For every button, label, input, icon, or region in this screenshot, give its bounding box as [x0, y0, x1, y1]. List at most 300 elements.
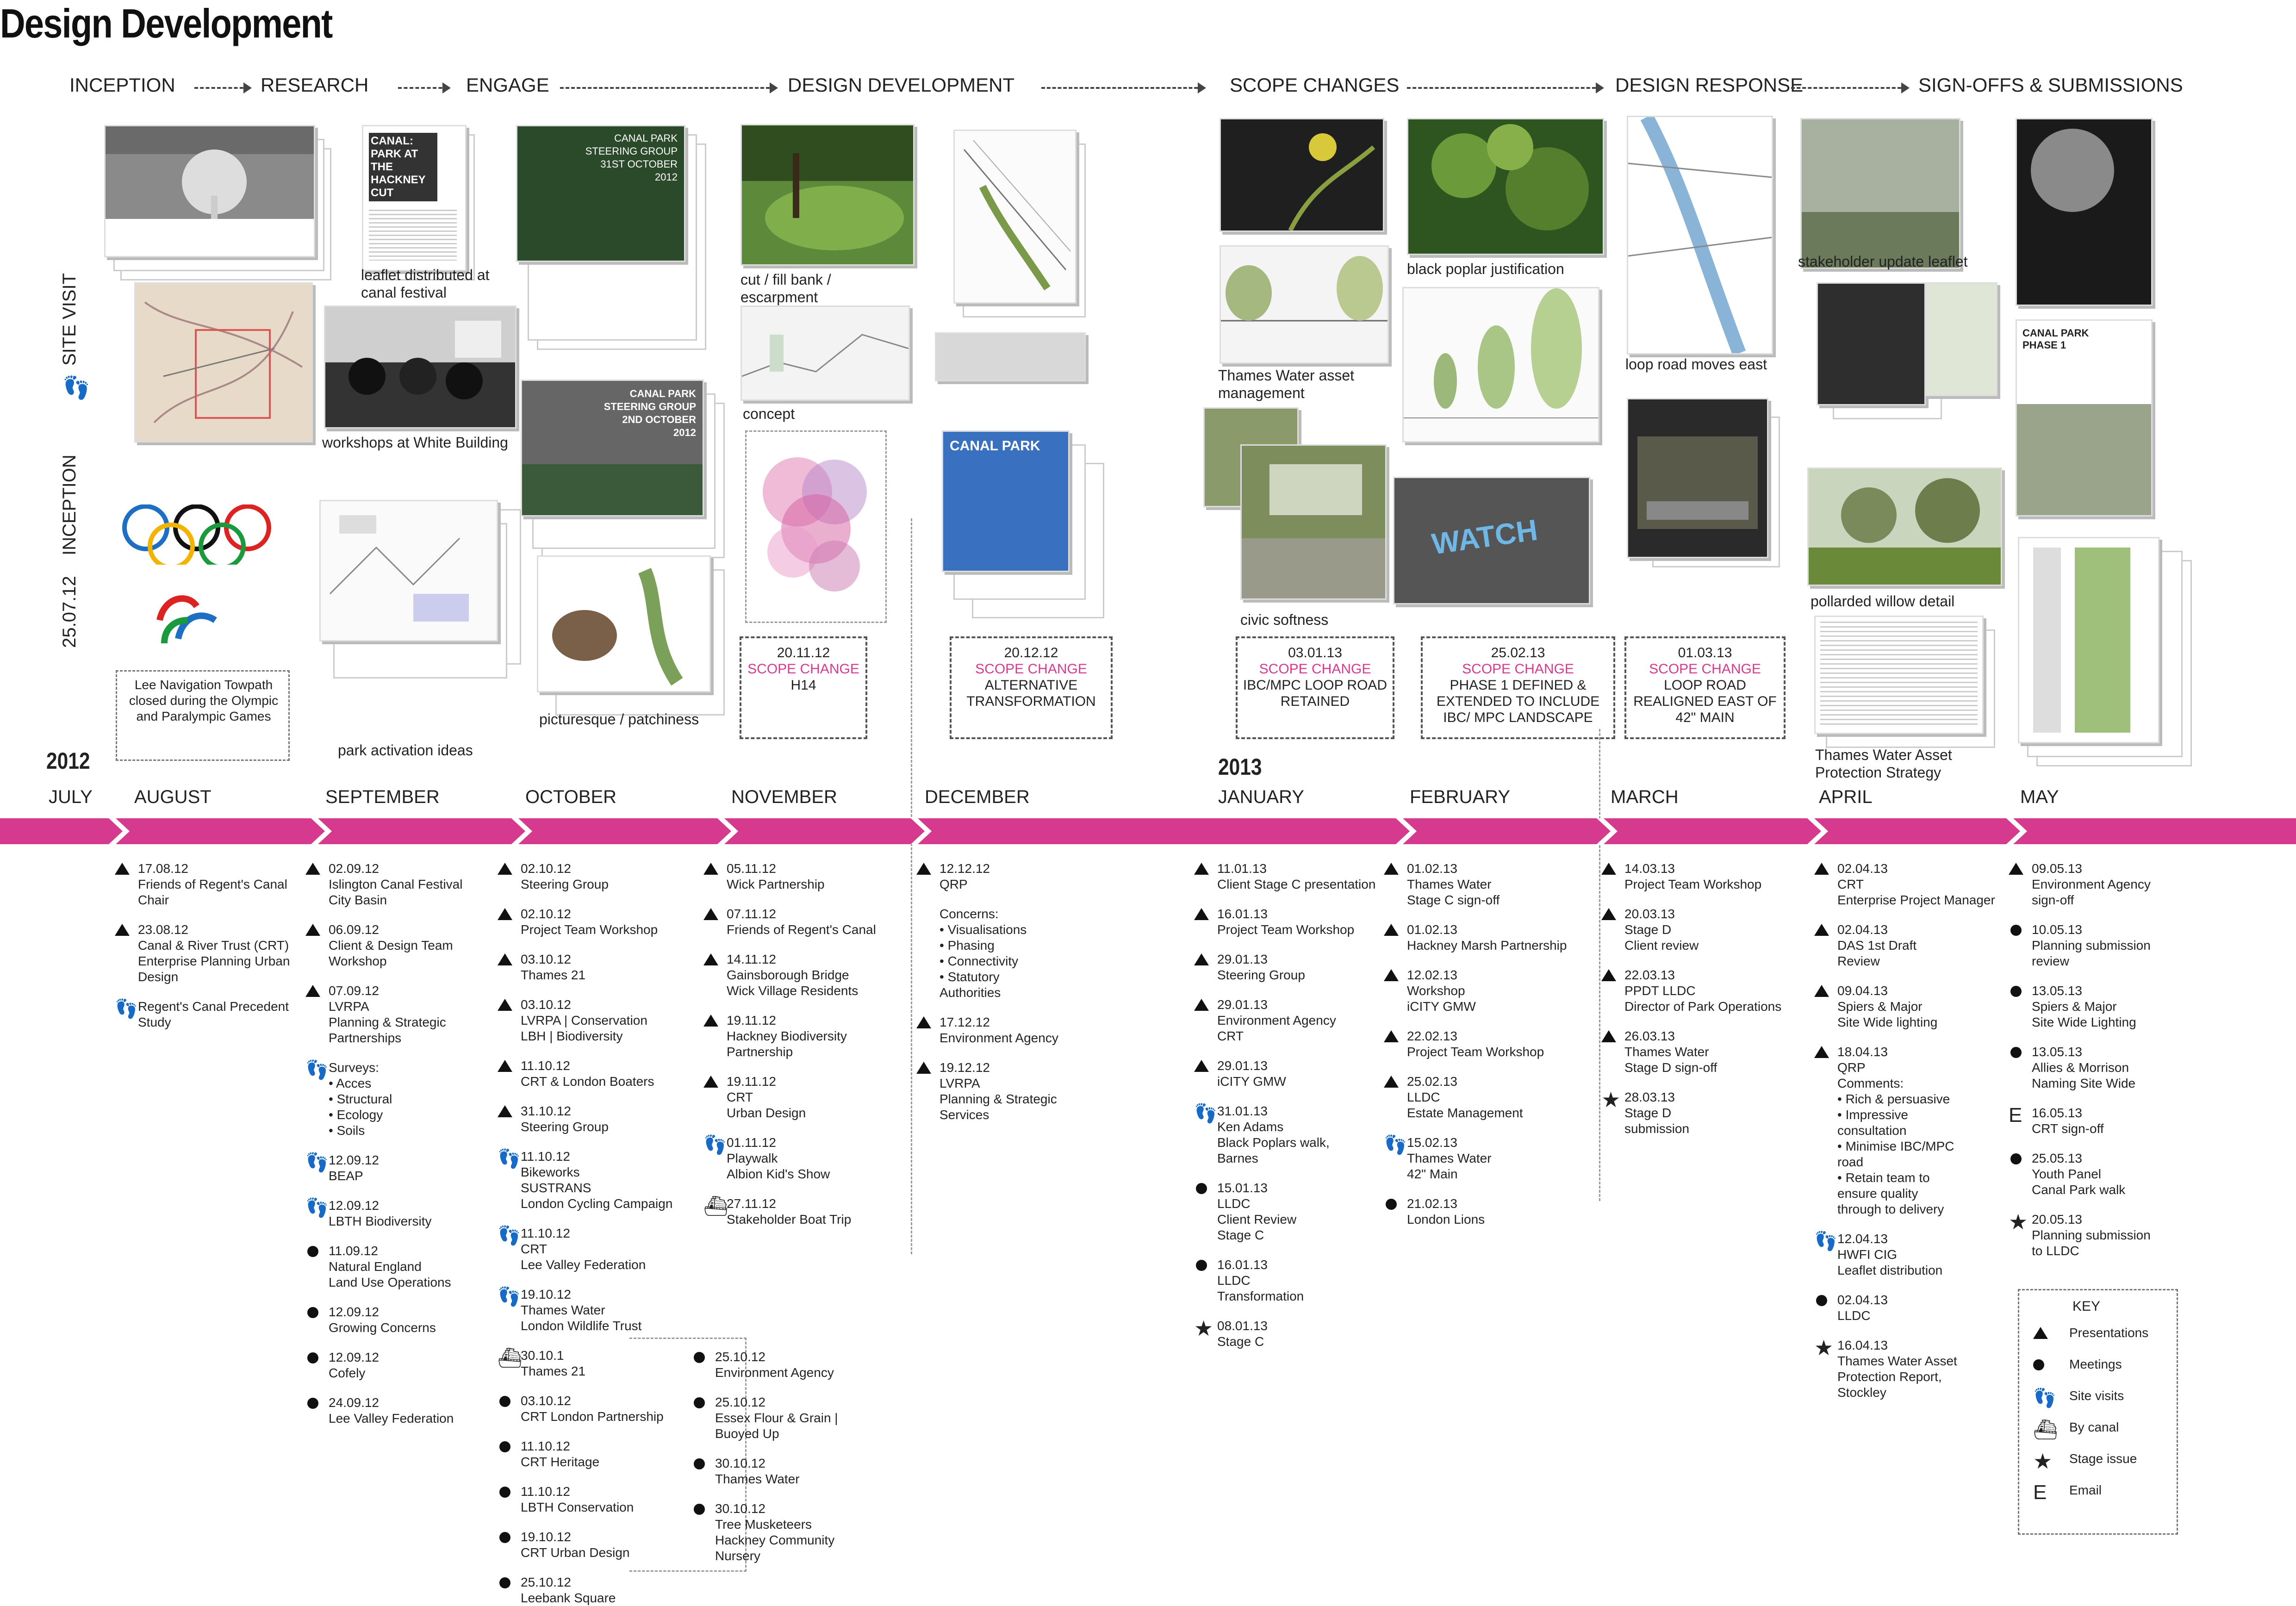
site-visit-footsteps-icon: 👣: [1194, 1103, 1217, 1124]
event-date: 02.10.12: [521, 861, 571, 876]
event-detail: Partnerships: [329, 1031, 402, 1045]
event-detail: Stage C sign-off: [1407, 893, 1500, 907]
scope-label: SCOPE CHANGE: [1259, 661, 1371, 677]
presentation-triangle-icon: [2009, 863, 2023, 875]
phase-design-development: DESIGN DEVELOPMENT: [788, 74, 1015, 96]
event-detail: CRT sign-off: [2032, 1121, 2104, 1136]
event-date: 19.11.12: [727, 1013, 776, 1027]
phase-design-response: DESIGN RESPONSE: [1615, 74, 1804, 96]
timeline-event: [703, 906, 876, 938]
event-detail: LBTH Conservation: [521, 1500, 634, 1514]
site-visit-footsteps-icon: 👣: [498, 1149, 521, 1169]
event-detail: Barnes: [1217, 1151, 1258, 1165]
meeting-dot-icon: [307, 1398, 318, 1409]
canal-boat-icon: ⛴: [498, 1347, 523, 1369]
meeting-dot-icon: [499, 1487, 510, 1498]
timeline-event: [703, 861, 825, 892]
event-detail: Nursery: [715, 1549, 761, 1563]
event-detail: Site Wide lighting: [1837, 1015, 1938, 1029]
event-detail: Review: [1837, 954, 1880, 968]
event-detail: London Cycling Campaign: [521, 1196, 673, 1211]
month-march: MARCH: [1611, 787, 1679, 807]
presentation-triangle-icon: [498, 1060, 512, 1072]
event-detail: Workshop: [329, 954, 387, 968]
timeline-event: [1194, 1103, 1330, 1166]
design-plan-drawing: [953, 130, 1076, 304]
timeline-event: [305, 1304, 436, 1336]
event-detail: Partnership: [727, 1045, 793, 1059]
timeline-event: [1194, 997, 1336, 1044]
phase-scope-changes: SCOPE CHANGES: [1230, 74, 1400, 96]
event-detail: Site Wide Lighting: [2032, 1015, 2136, 1029]
event-detail: ensure quality: [1837, 1186, 1918, 1201]
caption-stakeholder: stakeholder update leaflet: [1798, 253, 1968, 270]
meeting-dot-icon: [2010, 1153, 2022, 1164]
event-detail: Thames 21: [521, 968, 586, 982]
event-detail: Enterprise Planning Urban: [138, 954, 290, 968]
presentation-triangle-icon: [1601, 969, 1616, 981]
event-date: 01.02.13: [1407, 861, 1457, 876]
event-detail: Hackney Marsh Partnership: [1407, 938, 1567, 952]
year-2013: 2013: [1218, 754, 1262, 780]
event-date: 10.05.13: [2032, 922, 2082, 937]
event-detail: LVRPA: [940, 1076, 980, 1090]
event-detail: CRT Heritage: [521, 1455, 600, 1469]
event-detail: Essex Flour & Grain |: [715, 1411, 838, 1425]
meeting-dot-icon: [1386, 1199, 1397, 1210]
phase-arrow: [398, 87, 448, 89]
site-visit-footsteps-icon: 👣: [498, 1287, 521, 1307]
event-detail: Growing Concerns: [329, 1320, 436, 1335]
event-date: 30.10.1: [521, 1348, 564, 1363]
phase-arrow: [1791, 87, 1907, 89]
timeline-event: [916, 1015, 1058, 1046]
phase1-page: [1925, 282, 1997, 396]
presentation-triangle-icon: [703, 953, 718, 965]
legend-title: KEY: [2072, 1299, 2101, 1314]
timeline-event: [1384, 1196, 1485, 1227]
legend-label: Presentations: [2069, 1326, 2149, 1340]
event-detail: Services: [940, 1108, 989, 1122]
timeline-event: [1194, 1257, 1304, 1304]
month-may: MAY: [2020, 787, 2059, 807]
event-date: Regent's Canal Precedent: [138, 999, 289, 1014]
timeline-event: [1384, 861, 1500, 908]
timeline-event: [498, 952, 585, 983]
event-date: 25.10.12: [715, 1395, 765, 1409]
presentation-triangle-icon: [1384, 1030, 1399, 1042]
event-detail: through to delivery: [1837, 1202, 1944, 1216]
scope-date: 03.01.13: [1288, 645, 1342, 660]
timeline-event: [1814, 1231, 1942, 1278]
event-detail: Islington Canal Festival: [329, 877, 463, 891]
event-detail: Thames Water: [1407, 1151, 1492, 1165]
event-detail: CRT Urban Design: [521, 1545, 630, 1560]
event-date: 16.05.13: [2032, 1106, 2082, 1120]
event-detail: LLDC: [1217, 1196, 1251, 1211]
event-date: 09.04.13: [1837, 984, 1888, 998]
event-date: 02.04.13: [1837, 1293, 1888, 1307]
presentation-triangle-icon: [703, 908, 718, 920]
event-date: 14.11.12: [727, 952, 776, 966]
watch-graffiti-photo: [1393, 477, 1590, 604]
event-date: 11.10.12: [521, 1058, 570, 1073]
timeline-event: [1194, 906, 1354, 938]
leaflet-title: CANAL: PARK AT THE HACKNEY CUT: [369, 133, 437, 201]
event-detail: Buoyed Up: [715, 1426, 779, 1441]
presentation-triangle-icon: [115, 924, 130, 936]
event-date: 12.09.12: [329, 1198, 379, 1213]
caption-twapa: Thames Water Asset Protection Strategy: [1815, 747, 1952, 781]
phase1-doc-title: CANAL PARK PHASE 1: [2022, 327, 2089, 351]
meeting-dot-icon: [499, 1441, 510, 1452]
caption-civic: civic softness: [1240, 611, 1329, 628]
event-detail: Canal Park walk: [2032, 1183, 2126, 1197]
meeting-dot-icon: [694, 1504, 705, 1515]
steering-group-doc-oct2: [521, 380, 704, 517]
footsteps-icon: 👣: [62, 376, 90, 400]
event-detail: Steering Group: [521, 877, 609, 891]
timeline-event: [1194, 1180, 1296, 1243]
stakeholder-leaflet: [1800, 118, 1960, 269]
event-date: 01.02.13: [1407, 922, 1457, 937]
legend-box: [2018, 1289, 2178, 1535]
legend-label: Site visits: [2069, 1388, 2124, 1403]
loop-road-plan: [1627, 116, 1773, 355]
steering-group-doc-oct31: [516, 125, 685, 262]
event-detail: Project Team Workshop: [1217, 922, 1355, 937]
event-detail: Director of Park Operations: [1624, 999, 1782, 1014]
stage-issue-star-icon: ★: [1814, 1336, 1834, 1360]
inception-date-label: 25.07.12: [59, 576, 80, 648]
event-detail: HWFI CIG: [1837, 1247, 1898, 1262]
timeline-event: [703, 1013, 847, 1060]
presentation-triangle-icon: [1814, 985, 1829, 997]
timeline-event: [2009, 1044, 2135, 1091]
event-detail: Ken Adams: [1217, 1120, 1284, 1134]
event-date: 11.01.13: [1217, 861, 1267, 876]
presentation-triangle-icon: [1384, 1076, 1399, 1088]
event-date: 02.09.12: [329, 861, 379, 876]
event-detail: Planning & Strategic: [329, 1015, 446, 1029]
site-visit-footsteps-icon: 👣: [703, 1135, 727, 1155]
event-detail: • Retain team to: [1837, 1170, 1930, 1185]
caption-park-activation: park activation ideas: [338, 742, 473, 759]
phase-inception: INCEPTION: [69, 74, 175, 96]
phase-1-doc: [1627, 398, 1768, 558]
event-date: 19.10.12: [521, 1530, 571, 1544]
month-august: AUGUST: [134, 787, 212, 807]
timeline-event: [498, 1484, 634, 1515]
presentation-triangle-icon: [305, 985, 320, 997]
event-detail: CRT: [1217, 1029, 1244, 1043]
phase-arrow: [560, 87, 775, 89]
event-detail: Albion Kid's Show: [727, 1167, 830, 1181]
event-date: 02.04.13: [1837, 861, 1888, 876]
site-visit-footsteps-icon: 👣: [2033, 1388, 2056, 1408]
presentation-triangle-icon: [498, 863, 512, 875]
event-date: 03.10.12: [521, 952, 571, 966]
timeline-event: [1814, 1044, 1954, 1217]
event-detail: Stage C: [1217, 1228, 1264, 1242]
meeting-dot-icon: [307, 1352, 318, 1363]
event-detail: Youth Panel: [2032, 1167, 2101, 1181]
site-visit-footsteps-icon: 👣: [498, 1226, 521, 1246]
month-november: NOVEMBER: [731, 787, 837, 807]
caption-leaflet: leaflet distributed at canal festival: [361, 267, 490, 301]
event-date: 12.02.13: [1407, 968, 1457, 982]
scope-date: 20.12.12: [1004, 645, 1058, 660]
meeting-dot-icon: [307, 1246, 318, 1257]
event-detail: road: [1837, 1155, 1864, 1169]
event-date: 19.11.12: [727, 1074, 776, 1089]
timeline-event: [305, 1243, 451, 1290]
timeline-event: [498, 1575, 616, 1606]
concept-diagram: [745, 430, 887, 623]
timeline-event: [498, 1103, 609, 1135]
olympic-rings-logo: [118, 504, 275, 565]
event-detail: iCITY GMW: [1217, 1074, 1286, 1089]
canal-boat-icon: ⛴: [2033, 1419, 2058, 1440]
event-detail: LVRPA | Conservation: [521, 1013, 647, 1027]
timeline-event: [305, 1350, 379, 1381]
event-detail: Client & Design Team: [329, 938, 453, 952]
event-date: 21.02.13: [1407, 1196, 1457, 1211]
presentation-triangle-icon: [916, 863, 931, 875]
timeline-event: [1194, 952, 1305, 983]
event-date: 16.04.13: [1837, 1338, 1888, 1352]
scope-text: ALTERNATIVE TRANSFORMATION: [966, 678, 1096, 709]
willow-photo: [1807, 467, 2002, 586]
event-date: 14.03.13: [1624, 861, 1675, 876]
timeline-event: [1601, 861, 1761, 892]
event-detail: Chair: [138, 893, 169, 907]
month-february: FEBRUARY: [1410, 787, 1511, 807]
steering-doc-title: CANAL PARK STEERING GROUP 31ST OCTOBER 2012: [585, 132, 678, 183]
event-date: 07.09.12: [329, 984, 379, 998]
phase-research: RESEARCH: [261, 74, 369, 96]
meeting-dot-icon: [694, 1397, 705, 1408]
event-date: 07.11.12: [727, 907, 776, 921]
event-date: 22.02.13: [1407, 1029, 1457, 1043]
timeline-event: [1384, 1074, 1523, 1121]
event-detail: CRT London Partnership: [521, 1409, 664, 1424]
timeline-event: [692, 1394, 838, 1442]
presentation-triangle-icon: [498, 999, 512, 1011]
graffiti-text: WATCH: [1430, 513, 1540, 561]
event-date: 25.05.13: [2032, 1151, 2082, 1165]
event-date: 03.10.12: [521, 1394, 571, 1408]
timeline-event: [498, 1438, 599, 1470]
meeting-dot-icon: [1196, 1183, 1207, 1194]
site-visit-footsteps-icon: 👣: [1384, 1135, 1407, 1155]
presentation-triangle-icon: [1601, 908, 1616, 920]
inception-label: INCEPTION: [59, 454, 80, 555]
timeline-event: [1384, 967, 1476, 1015]
event-detail: Naming Site Wide: [2032, 1076, 2136, 1090]
event-date: 30.10.12: [715, 1456, 765, 1470]
event-date: 06.09.12: [329, 922, 379, 937]
event-detail: Steering Group: [521, 1120, 609, 1134]
timeline-event: [1814, 1338, 1957, 1401]
event-date: 16.01.13: [1217, 907, 1268, 921]
event-detail: London Wildlife Trust: [521, 1319, 642, 1333]
meeting-dot-icon: [2010, 986, 2022, 997]
timeline-event: [703, 952, 858, 999]
event-detail: Thames Water: [715, 1472, 800, 1486]
event-detail: Spiers & Major: [1837, 999, 1923, 1014]
event-date: 11.09.12: [329, 1244, 378, 1258]
stage-issue-star-icon: ★: [2009, 1210, 2028, 1234]
event-detail: Leaflet distribution: [1837, 1263, 1943, 1277]
paralympic-logo: [146, 588, 238, 648]
event-date: 05.11.12: [727, 861, 776, 876]
scope-change-box: [950, 636, 1113, 739]
event-detail: Lee Valley Federation: [329, 1411, 454, 1425]
event-detail: QRP: [1837, 1060, 1866, 1075]
timeline-event: [498, 997, 647, 1044]
event-detail: Protection Report,: [1837, 1369, 1942, 1384]
event-detail: Client review: [1624, 938, 1699, 952]
event-detail: Planning submission: [2032, 1228, 2151, 1242]
event-date: 11.10.12: [521, 1439, 570, 1453]
month-september: SEPTEMBER: [325, 787, 440, 807]
timeline-event: [703, 1074, 806, 1121]
presentation-triangle-icon: [305, 863, 320, 875]
event-detail: • Ecology: [329, 1108, 383, 1122]
phase-arrow: [1041, 87, 1203, 89]
timeline-event: [1601, 1028, 1717, 1076]
presentation-triangle-icon: [2033, 1327, 2048, 1339]
meeting-dot-icon: [2010, 925, 2022, 936]
meeting-dot-icon: [694, 1458, 705, 1469]
inception-note-box: [116, 670, 290, 761]
event-detail: Black Poplars walk,: [1217, 1135, 1330, 1150]
event-detail: Estate Management: [1407, 1106, 1523, 1120]
legend-item: [2033, 1388, 2124, 1408]
timeline-event: [2009, 922, 2151, 969]
timeline-event: [115, 999, 289, 1030]
event-detail: Wick Village Residents: [727, 984, 859, 998]
stage-c-presentation: [1220, 118, 1384, 232]
meeting-dot-icon: [1816, 1295, 1827, 1306]
event-detail: Allies & Morrison: [2032, 1060, 2129, 1075]
event-detail: Planning submission: [2032, 938, 2151, 952]
event-detail: Design: [138, 970, 179, 984]
scope-change-box: [740, 636, 867, 739]
timeline-event: [115, 922, 290, 985]
phase-engage: ENGAGE: [466, 74, 549, 96]
legend-item: [2033, 1325, 2148, 1341]
timeline-event: [305, 1395, 454, 1426]
event-detail: CRT & London Boaters: [521, 1074, 654, 1089]
site-visit-footsteps-icon: 👣: [305, 1152, 329, 1173]
event-detail: • Visualisations: [940, 922, 1027, 937]
event-date: 25.02.13: [1407, 1074, 1457, 1089]
stage-issue-star-icon: ★: [2033, 1449, 2053, 1473]
event-detail: BEAP: [329, 1169, 363, 1183]
event-detail: Project Team Workshop: [1407, 1045, 1544, 1059]
presentation-triangle-icon: [498, 953, 512, 965]
event-detail: LLDC: [1837, 1308, 1871, 1323]
event-detail: Urban Design: [727, 1106, 806, 1120]
event-date: 23.08.12: [138, 922, 188, 937]
timeline-event: [692, 1456, 800, 1487]
event-detail: Cofely: [329, 1366, 366, 1380]
timeline-event: [703, 1196, 851, 1227]
timeline-event: [2009, 1105, 2104, 1137]
event-date: 22.03.13: [1624, 968, 1675, 982]
event-date: 25.10.12: [521, 1575, 571, 1589]
timeline-event: [305, 1152, 379, 1184]
caption-concept: concept: [743, 405, 795, 422]
event-detail: consultation: [1837, 1123, 1907, 1138]
event-date: 13.05.13: [2032, 984, 2082, 998]
event-date: 20.03.13: [1624, 907, 1675, 921]
email-e-icon: E: [2009, 1104, 2022, 1127]
event-detail: LBTH Biodiversity: [329, 1214, 432, 1228]
event-detail: CRT: [521, 1242, 548, 1256]
event-detail: SUSTRANS: [521, 1181, 591, 1195]
month-january: JANUARY: [1218, 787, 1304, 807]
site-visit-footsteps-icon: 👣: [305, 1060, 329, 1080]
event-date: Surveys:: [329, 1060, 379, 1075]
event-date: 11.10.12: [521, 1226, 570, 1240]
event-detail: LLDC: [1407, 1090, 1440, 1104]
event-detail: Thames Water: [1624, 1045, 1709, 1059]
event-detail: Transformation: [1217, 1289, 1304, 1303]
event-detail: Environment Agency: [715, 1365, 834, 1380]
event-date: 30.10.12: [715, 1501, 765, 1516]
legend-item: [2033, 1419, 2119, 1440]
caption-cutfill: cut / fill bank / escarpment: [740, 271, 831, 305]
event-date: 16.01.13: [1217, 1257, 1268, 1272]
event-detail: Enterprise Project Manager: [1837, 893, 1995, 907]
event-detail: 42" Main: [1407, 1167, 1458, 1181]
legend-item: [2033, 1357, 2122, 1372]
timeline-event: [1194, 861, 1375, 892]
inception-note: Lee Navigation Towpath closed during the Olympic and Paralympic Games: [129, 678, 279, 723]
timeline-event: [1814, 983, 1937, 1030]
presentation-triangle-icon: [498, 908, 512, 920]
timeline-event: [703, 1135, 830, 1182]
stage-issue-star-icon: ★: [1601, 1088, 1621, 1112]
canal-boat-icon: ⛴: [703, 1195, 728, 1217]
presentation-triangle-icon: [1194, 953, 1209, 965]
timeline-event: [2009, 861, 2151, 908]
presentation-triangle-icon: [1194, 1060, 1209, 1072]
caption-workshops: workshops at White Building: [322, 434, 508, 451]
timeline-event: [1601, 906, 1699, 953]
scope-label: SCOPE CHANGE: [747, 661, 859, 677]
connector-line: [911, 518, 912, 1254]
event-detail: Planning & Strategic: [940, 1092, 1057, 1106]
timeline-event: [498, 1348, 585, 1379]
canal-park-cover: [2016, 118, 2153, 306]
scope-change-box: [1236, 636, 1394, 739]
site-visit-label: SITE VISIT: [59, 273, 80, 366]
year-2012: 2012: [46, 748, 90, 774]
presentation-triangle-icon: [703, 863, 718, 875]
event-detail: submission: [1624, 1121, 1690, 1136]
event-detail: Gainsborough Bridge: [727, 968, 849, 982]
timeline-event: [1384, 922, 1567, 953]
event-date: 19.12.12: [940, 1060, 990, 1075]
site-visit-footsteps-icon: 👣: [115, 999, 138, 1019]
timeline-event: [692, 1501, 834, 1564]
scope-text: PHASE 1 DEFINED & EXTENDED TO INCLUDE IBC/ MPC LANDSCAPE: [1436, 678, 1600, 725]
event-detail: Hackney Community: [715, 1533, 835, 1547]
